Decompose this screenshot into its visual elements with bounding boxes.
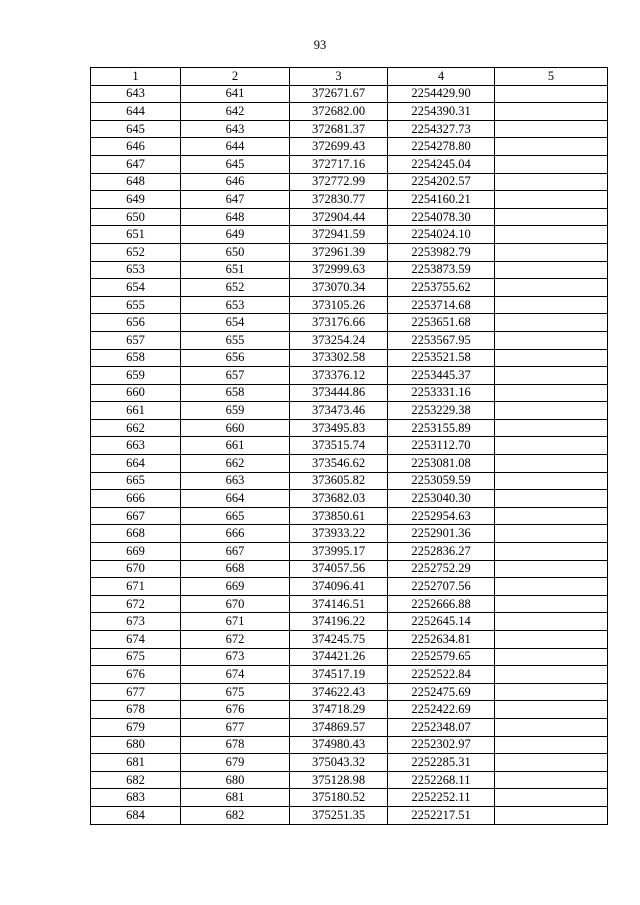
table-row (91, 507, 608, 525)
table-cell: 678 (181, 736, 290, 754)
table-cell: 648 (181, 208, 290, 226)
table-cell (495, 437, 608, 455)
table-cell (495, 578, 608, 596)
table-row (91, 314, 608, 332)
table-cell: 683 (91, 789, 181, 807)
table-cell: 373254.24 (290, 331, 388, 349)
table-cell: 672 (181, 631, 290, 649)
table-cell: 652 (181, 279, 290, 297)
table-cell (495, 718, 608, 736)
table-cell: 2252422.69 (388, 701, 495, 719)
table-cell (495, 138, 608, 156)
table-row (91, 138, 608, 156)
table-cell: 682 (91, 771, 181, 789)
table-row (91, 525, 608, 543)
table-row (91, 419, 608, 437)
table-cell: 667 (91, 507, 181, 525)
table-cell (495, 543, 608, 561)
table-cell (495, 367, 608, 385)
table-cell (495, 296, 608, 314)
table-cell (495, 701, 608, 719)
table-cell: 2252836.27 (388, 543, 495, 561)
page-number: 93 (313, 38, 327, 52)
column-header: 3 (290, 68, 388, 86)
coordinates-table (90, 67, 608, 825)
table-row (91, 226, 608, 244)
table-cell: 2252475.69 (388, 683, 495, 701)
table-row (91, 367, 608, 385)
table-row (91, 173, 608, 191)
table-cell: 668 (181, 560, 290, 578)
table-cell: 2254278.80 (388, 138, 495, 156)
table-cell: 2253873.59 (388, 261, 495, 279)
table-cell: 372772.99 (290, 173, 388, 191)
table-row (91, 261, 608, 279)
table-cell (495, 595, 608, 613)
table-cell: 661 (91, 402, 181, 420)
table-cell: 649 (91, 191, 181, 209)
table-row (91, 754, 608, 772)
table-cell (495, 191, 608, 209)
table-cell: 2254327.73 (388, 120, 495, 138)
table-row (91, 85, 608, 103)
table-row (91, 191, 608, 209)
table-cell: 670 (91, 560, 181, 578)
table-cell: 675 (181, 683, 290, 701)
table-cell: 662 (91, 419, 181, 437)
table-cell: 671 (91, 578, 181, 596)
table-cell: 645 (91, 120, 181, 138)
table-cell: 675 (91, 648, 181, 666)
table-cell: 372830.77 (290, 191, 388, 209)
table-cell: 672 (91, 595, 181, 613)
table-cell: 2253112.70 (388, 437, 495, 455)
table-row (91, 208, 608, 226)
table-cell: 2252522.84 (388, 666, 495, 684)
table-cell: 373176.66 (290, 314, 388, 332)
table-cell: 375180.52 (290, 789, 388, 807)
table-cell: 667 (181, 543, 290, 561)
table-cell: 666 (181, 525, 290, 543)
table-cell: 676 (181, 701, 290, 719)
table-cell: 2253081.08 (388, 455, 495, 473)
table-row (91, 771, 608, 789)
table-cell: 2253521.58 (388, 349, 495, 367)
table-cell: 2254245.04 (388, 155, 495, 173)
table-cell: 645 (181, 155, 290, 173)
table-cell: 2253059.59 (388, 472, 495, 490)
table-row (91, 103, 608, 121)
table-cell: 2252707.56 (388, 578, 495, 596)
table-cell: 374517.19 (290, 666, 388, 684)
table-cell: 374146.51 (290, 595, 388, 613)
table-cell: 650 (91, 208, 181, 226)
table-cell: 2252752.29 (388, 560, 495, 578)
table-row (91, 648, 608, 666)
table-cell: 2254202.57 (388, 173, 495, 191)
table-cell: 375251.35 (290, 806, 388, 824)
table-cell: 2252217.51 (388, 806, 495, 824)
table-cell: 373473.46 (290, 402, 388, 420)
table-cell: 374718.29 (290, 701, 388, 719)
table-cell (495, 103, 608, 121)
table-cell: 2252268.11 (388, 771, 495, 789)
table-cell: 651 (181, 261, 290, 279)
table-cell (495, 85, 608, 103)
table-cell: 679 (91, 718, 181, 736)
table-row (91, 806, 608, 824)
table-cell: 373682.03 (290, 490, 388, 508)
table-cell: 660 (181, 419, 290, 437)
table-cell: 664 (91, 455, 181, 473)
column-header: 5 (495, 68, 608, 86)
table-cell: 373995.17 (290, 543, 388, 561)
table-cell: 374057.56 (290, 560, 388, 578)
table-cell: 678 (91, 701, 181, 719)
table-row (91, 472, 608, 490)
table-cell: 374622.43 (290, 683, 388, 701)
table-cell (495, 648, 608, 666)
table-cell: 2252252.11 (388, 789, 495, 807)
table-cell: 2254078.30 (388, 208, 495, 226)
table-body (91, 85, 608, 824)
table-cell (495, 331, 608, 349)
table-cell: 2253567.95 (388, 331, 495, 349)
table-cell: 654 (181, 314, 290, 332)
table-cell: 661 (181, 437, 290, 455)
table-row (91, 349, 608, 367)
table-row (91, 437, 608, 455)
table-cell: 373850.61 (290, 507, 388, 525)
table-cell: 673 (91, 613, 181, 631)
table-cell: 2253040.30 (388, 490, 495, 508)
table-cell: 657 (181, 367, 290, 385)
table-cell: 2252645.14 (388, 613, 495, 631)
table-cell: 651 (91, 226, 181, 244)
table-cell: 373444.86 (290, 384, 388, 402)
table-cell: 642 (181, 103, 290, 121)
table-cell: 654 (91, 279, 181, 297)
table-cell: 372671.67 (290, 85, 388, 103)
table-cell (495, 455, 608, 473)
table-cell: 670 (181, 595, 290, 613)
table-row (91, 543, 608, 561)
table-cell: 374421.26 (290, 648, 388, 666)
table-cell: 372941.59 (290, 226, 388, 244)
table-cell: 374096.41 (290, 578, 388, 596)
table-cell (495, 419, 608, 437)
table-cell: 2253155.89 (388, 419, 495, 437)
table-cell: 663 (91, 437, 181, 455)
table-cell (495, 349, 608, 367)
table-cell: 674 (91, 631, 181, 649)
table-cell (495, 754, 608, 772)
table-cell (495, 314, 608, 332)
table-cell: 641 (181, 85, 290, 103)
table-cell: 669 (181, 578, 290, 596)
table-cell (495, 560, 608, 578)
table-cell (495, 226, 608, 244)
table-cell: 656 (91, 314, 181, 332)
table-cell: 644 (91, 103, 181, 121)
table-cell: 652 (91, 243, 181, 261)
table-row (91, 560, 608, 578)
table-cell: 374869.57 (290, 718, 388, 736)
table-cell: 649 (181, 226, 290, 244)
table-cell: 662 (181, 455, 290, 473)
table-cell: 2254429.90 (388, 85, 495, 103)
table-row (91, 455, 608, 473)
table-cell: 375128.98 (290, 771, 388, 789)
table-row (91, 789, 608, 807)
table-cell: 2253229.38 (388, 402, 495, 420)
table-cell: 646 (91, 138, 181, 156)
table-cell: 644 (181, 138, 290, 156)
table-row (91, 243, 608, 261)
table-cell: 655 (181, 331, 290, 349)
table-cell (495, 525, 608, 543)
table-cell: 671 (181, 613, 290, 631)
table-cell: 372681.37 (290, 120, 388, 138)
table-cell: 658 (181, 384, 290, 402)
table-cell (495, 243, 608, 261)
table-cell (495, 666, 608, 684)
table-cell: 2252285.31 (388, 754, 495, 772)
table-cell: 2253445.37 (388, 367, 495, 385)
table-cell: 373070.34 (290, 279, 388, 297)
table-cell: 2252579.65 (388, 648, 495, 666)
table-cell: 647 (181, 191, 290, 209)
table-cell: 373302.58 (290, 349, 388, 367)
table-cell: 374245.75 (290, 631, 388, 649)
table-cell: 684 (91, 806, 181, 824)
column-header: 2 (181, 68, 290, 86)
table-cell: 653 (91, 261, 181, 279)
table-row (91, 279, 608, 297)
table-cell: 653 (181, 296, 290, 314)
table-header (91, 68, 608, 86)
table-cell: 666 (91, 490, 181, 508)
table-row (91, 402, 608, 420)
table-cell: 681 (91, 754, 181, 772)
table-cell: 2252302.97 (388, 736, 495, 754)
table-row (91, 718, 608, 736)
table-cell: 676 (91, 666, 181, 684)
column-header: 4 (388, 68, 495, 86)
table-row (91, 613, 608, 631)
table-row (91, 155, 608, 173)
table-row (91, 683, 608, 701)
table-cell: 372904.44 (290, 208, 388, 226)
table-cell: 2252666.88 (388, 595, 495, 613)
table-cell (495, 771, 608, 789)
table-cell: 673 (181, 648, 290, 666)
table-row (91, 736, 608, 754)
table-cell: 643 (91, 85, 181, 103)
table-cell: 677 (91, 683, 181, 701)
table-cell: 663 (181, 472, 290, 490)
table-row (91, 701, 608, 719)
table-row (91, 331, 608, 349)
table-cell: 2253982.79 (388, 243, 495, 261)
table-cell: 2254160.21 (388, 191, 495, 209)
table-cell (495, 631, 608, 649)
table-cell: 2253714.68 (388, 296, 495, 314)
table-cell (495, 736, 608, 754)
table-cell: 373105.26 (290, 296, 388, 314)
table-cell (495, 402, 608, 420)
table-cell: 660 (91, 384, 181, 402)
table-cell: 2252348.07 (388, 718, 495, 736)
table-row (91, 296, 608, 314)
table-cell: 657 (91, 331, 181, 349)
table-cell: 2254390.31 (388, 103, 495, 121)
table-cell: 374980.43 (290, 736, 388, 754)
table-cell: 372999.63 (290, 261, 388, 279)
table-cell: 665 (181, 507, 290, 525)
table-cell: 647 (91, 155, 181, 173)
table-row (91, 120, 608, 138)
table-cell: 375043.32 (290, 754, 388, 772)
table-cell: 373515.74 (290, 437, 388, 455)
table-cell: 680 (181, 771, 290, 789)
table-cell: 646 (181, 173, 290, 191)
table-cell (495, 613, 608, 631)
table-row (91, 490, 608, 508)
table-cell: 669 (91, 543, 181, 561)
table-cell: 373933.22 (290, 525, 388, 543)
table-cell: 664 (181, 490, 290, 508)
table-cell (495, 806, 608, 824)
table-cell: 682 (181, 806, 290, 824)
table-cell (495, 208, 608, 226)
table-cell: 372682.00 (290, 103, 388, 121)
table-cell: 372961.39 (290, 243, 388, 261)
table-cell: 372717.16 (290, 155, 388, 173)
table-cell: 373605.82 (290, 472, 388, 490)
table-cell (495, 472, 608, 490)
table-cell: 2253755.62 (388, 279, 495, 297)
header-row (91, 68, 608, 86)
table-cell (495, 789, 608, 807)
table-cell (495, 490, 608, 508)
table-cell (495, 173, 608, 191)
table-cell: 655 (91, 296, 181, 314)
table-cell (495, 261, 608, 279)
column-header: 1 (91, 68, 181, 86)
table-cell: 677 (181, 718, 290, 736)
table-cell: 648 (91, 173, 181, 191)
table-cell: 372699.43 (290, 138, 388, 156)
table-cell: 373376.12 (290, 367, 388, 385)
table-cell: 679 (181, 754, 290, 772)
table-cell: 2252901.36 (388, 525, 495, 543)
table-cell: 2254024.10 (388, 226, 495, 244)
table-row (91, 631, 608, 649)
table-cell (495, 279, 608, 297)
table-cell (495, 507, 608, 525)
table-cell: 681 (181, 789, 290, 807)
table-cell (495, 683, 608, 701)
table-cell: 659 (91, 367, 181, 385)
table-cell: 674 (181, 666, 290, 684)
table-cell: 373546.62 (290, 455, 388, 473)
table-row (91, 666, 608, 684)
table-cell: 665 (91, 472, 181, 490)
table-cell: 2253331.16 (388, 384, 495, 402)
table-cell: 659 (181, 402, 290, 420)
table-row (91, 578, 608, 596)
table-cell: 658 (91, 349, 181, 367)
table-cell: 656 (181, 349, 290, 367)
table-cell: 2252954.63 (388, 507, 495, 525)
table-cell: 650 (181, 243, 290, 261)
table-cell: 2252634.81 (388, 631, 495, 649)
table-cell: 2253651.68 (388, 314, 495, 332)
table-cell: 680 (91, 736, 181, 754)
table-cell (495, 384, 608, 402)
table-cell: 373495.83 (290, 419, 388, 437)
table-cell: 668 (91, 525, 181, 543)
table-row (91, 595, 608, 613)
table-cell: 643 (181, 120, 290, 138)
table-cell (495, 120, 608, 138)
table-cell: 374196.22 (290, 613, 388, 631)
table-cell (495, 155, 608, 173)
table-row (91, 384, 608, 402)
